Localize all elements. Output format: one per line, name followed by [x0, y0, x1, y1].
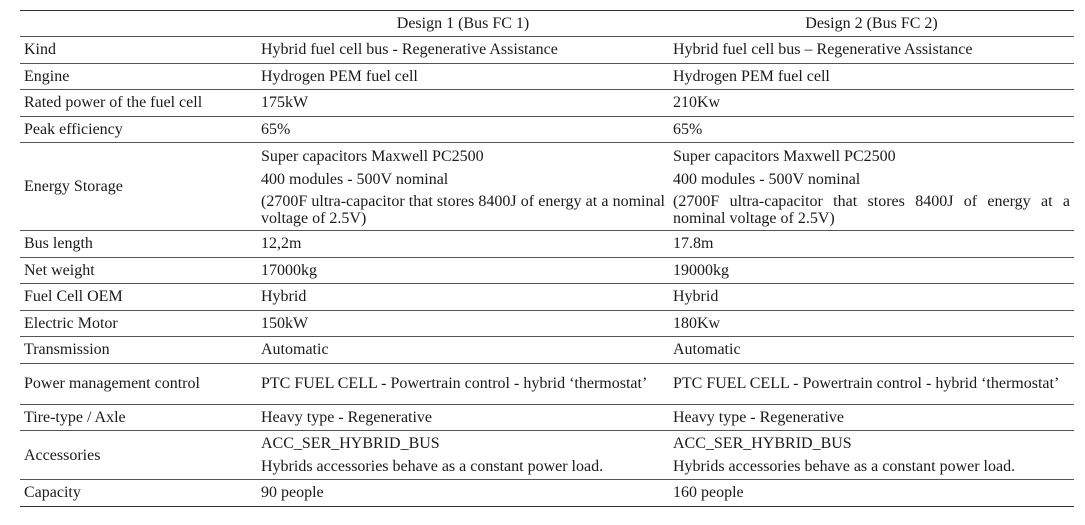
table-row-capacity — [20, 480, 1074, 507]
design-2-value: 19000kg — [669, 257, 1074, 284]
design-2-value: Hydrogen PEM fuel cell — [669, 63, 1074, 90]
table-row-bus-length — [20, 231, 1074, 258]
row-label: Energy Storage — [20, 143, 257, 231]
design-1-value: 12,2m — [257, 231, 669, 258]
table-row-rated-power — [20, 90, 1074, 117]
design-1-value: Automatic — [257, 337, 669, 364]
accessories-line: ACC_SER_HYBRID_BUS — [261, 435, 440, 452]
table-row-tire-type — [20, 404, 1074, 431]
row-label: Transmission — [20, 337, 257, 364]
accessories-line: ACC_SER_HYBRID_BUS — [673, 435, 852, 452]
energy-storage-line: (2700F ultra-capacitor that stores 8400J of energy at a nominal voltage of 2.5V) — [261, 192, 665, 227]
design-2-value: 17.8m — [669, 231, 1074, 258]
design-2-value: 180Kw — [669, 310, 1074, 337]
design-1-value: Hybrid — [257, 284, 669, 311]
header-cell-design-2: Design 2 (Bus FC 2) — [669, 11, 1074, 37]
row-label: Kind — [20, 37, 257, 64]
row-label: Power management control — [20, 363, 257, 404]
design-1-value: 150kW — [257, 310, 669, 337]
table-row-electric-motor — [20, 310, 1074, 337]
table-row-accessories — [20, 431, 1074, 480]
table-row-transmission — [20, 337, 1074, 364]
design-1-value — [257, 143, 669, 231]
row-label: Peak efficiency — [20, 116, 257, 143]
design-2-value: Hybrid — [669, 284, 1074, 311]
energy-storage-line: 400 modules - 500V nominal — [261, 170, 449, 188]
design-1-value — [257, 431, 669, 480]
design-1-value: Hydrogen PEM fuel cell — [257, 63, 669, 90]
row-label: Tire-type / Axle — [20, 404, 257, 431]
accessories-line: Hybrids accessories behave as a constant power load. — [673, 458, 1016, 475]
design-1-value: Hybrid fuel cell bus - Regenerative Assistance — [257, 37, 669, 64]
header-cell-label — [20, 11, 257, 37]
table-row-energy-storage — [20, 143, 1074, 231]
row-label: Net weight — [20, 257, 257, 284]
row-label: Bus length — [20, 231, 257, 258]
design-1-value: 65% — [257, 116, 669, 143]
table-row-power-management — [20, 363, 1074, 404]
design-2-value: Hybrid fuel cell bus – Regenerative Assistance — [669, 37, 1074, 64]
design-1-value: 175kW — [257, 90, 669, 117]
table-row-kind — [20, 37, 1074, 64]
design-2-value: Heavy type - Regenerative — [669, 404, 1074, 431]
spec-table — [20, 10, 1074, 507]
design-2-value — [669, 431, 1074, 480]
design-1-value: 17000kg — [257, 257, 669, 284]
table-row-peak-efficiency — [20, 116, 1074, 143]
header-row — [20, 11, 1074, 37]
design-1-value: Heavy type - Regenerative — [257, 404, 669, 431]
design-2-value — [669, 143, 1074, 231]
row-label: Electric Motor — [20, 310, 257, 337]
energy-storage-line: Super capacitors Maxwell PC2500 — [261, 147, 484, 165]
energy-storage-line: (2700F ultra-capacitor that stores 8400J of energy at a nominal voltage of 2.5V) — [673, 192, 1070, 227]
row-label: Capacity — [20, 480, 257, 507]
design-2-value: 65% — [669, 116, 1074, 143]
row-label: Engine — [20, 63, 257, 90]
table-row-net-weight — [20, 257, 1074, 284]
table-row-engine — [20, 63, 1074, 90]
row-label: Rated power of the fuel cell — [20, 90, 257, 117]
row-label: Fuel Cell OEM — [20, 284, 257, 311]
design-2-value: Automatic — [669, 337, 1074, 364]
design-2-value: 210Kw — [669, 90, 1074, 117]
design-1-value: 90 people — [257, 480, 669, 507]
header-cell-design-1: Design 1 (Bus FC 1) — [257, 11, 669, 37]
energy-storage-line: 400 modules - 500V nominal — [673, 170, 861, 188]
table-row-fuel-cell-oem — [20, 284, 1074, 311]
accessories-line: Hybrids accessories behave as a constant power load. — [261, 458, 604, 475]
row-label: Accessories — [20, 431, 257, 480]
design-1-value: PTC FUEL CELL - Powertrain control - hybrid ‘thermostat’ — [257, 363, 669, 404]
energy-storage-line: Super capacitors Maxwell PC2500 — [673, 147, 896, 165]
design-2-value: 160 people — [669, 480, 1074, 507]
design-2-value: PTC FUEL CELL - Powertrain control - hybrid ‘thermostat’ — [669, 363, 1074, 404]
